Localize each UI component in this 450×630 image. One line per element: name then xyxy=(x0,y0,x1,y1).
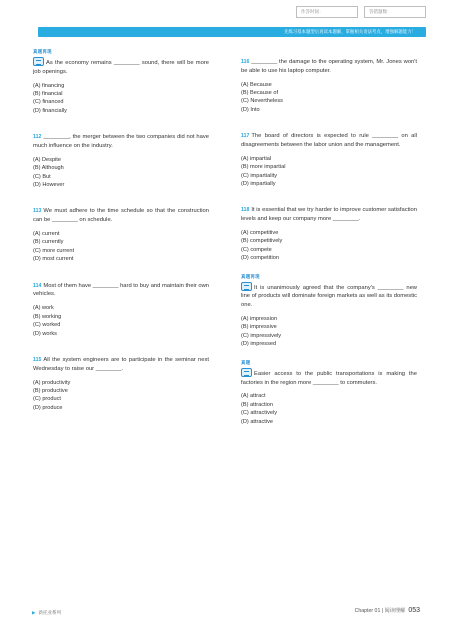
real-exam-tag: 真题再现 xyxy=(33,49,52,54)
option-c[interactable]: (C) compete xyxy=(241,246,272,253)
option-c[interactable]: (C) attractively xyxy=(241,410,278,417)
option-a[interactable]: (A) financing xyxy=(33,82,65,89)
question-number: 113 xyxy=(33,208,42,215)
wrong-count-box xyxy=(364,6,426,18)
option-d[interactable]: (D) produce xyxy=(33,404,63,411)
option-a[interactable]: (A) Despite xyxy=(33,156,61,163)
option-c[interactable]: (C) impartiality xyxy=(241,172,278,179)
option-b[interactable]: (B) productive xyxy=(33,387,68,394)
options-list xyxy=(33,82,209,116)
question-text: ________, the merger between the two companies did not have much influence on the industry. xyxy=(33,134,209,150)
options-list xyxy=(33,379,209,413)
footer-left-text: 新托业系列 xyxy=(38,610,61,615)
question-number: 118 xyxy=(241,207,250,214)
option-b[interactable]: (B) attraction xyxy=(241,401,274,408)
question-number: 115 xyxy=(33,356,42,363)
exam-question-icon xyxy=(241,282,252,291)
option-c[interactable]: (C) worked xyxy=(33,322,61,329)
question-116 xyxy=(241,58,417,114)
arrow-right-icon: ▶ xyxy=(32,610,36,615)
question-118 xyxy=(241,206,417,262)
right-column xyxy=(241,52,417,426)
option-c[interactable]: (C) more current xyxy=(33,247,75,254)
option-b[interactable]: (B) more impartial xyxy=(241,164,286,171)
option-c[interactable]: (C) product xyxy=(33,396,61,403)
option-d[interactable]: (D) competition xyxy=(241,255,279,262)
real-exam-tag: 真题再现 xyxy=(241,273,260,279)
question-text: The board of directors is expected to rule ________ on all disagreements between the labor union and the management. xyxy=(241,133,417,149)
question-number: 112 xyxy=(33,134,42,141)
question-113 xyxy=(33,207,209,263)
question-117 xyxy=(241,132,417,188)
answer-time-label: 作答时间： xyxy=(301,9,324,14)
question-text: We must adhere to the time schedule so that the construction can be ________ on schedule. xyxy=(33,208,209,224)
options-list xyxy=(241,81,417,115)
question-text: It is unanimously agreed that the company's ________ new line of products will dominate foreign markets as well as its domestic one. xyxy=(241,284,417,309)
options-list xyxy=(241,315,417,349)
option-a[interactable]: (A) work xyxy=(33,305,54,312)
option-b[interactable]: (B) currently xyxy=(33,239,64,246)
option-c[interactable]: (C) But xyxy=(33,173,51,180)
question-114 xyxy=(33,282,209,338)
option-a[interactable]: (A) competitive xyxy=(241,230,279,237)
option-b[interactable]: (B) Because of xyxy=(241,90,278,96)
option-d[interactable]: (D) most current xyxy=(33,256,74,263)
question-text: Most of them have ________ hard to buy and maintain their own vehicles. xyxy=(33,282,210,298)
real-exam-tag: 真题 xyxy=(241,359,251,365)
question-text: ________ the damage to the operating system, Mr. Jones won't be able to use his laptop computer. xyxy=(241,59,417,74)
option-a[interactable]: (A) impartial xyxy=(241,155,272,162)
option-d[interactable]: (D) impartially xyxy=(241,181,276,188)
exam-question-icon xyxy=(33,57,44,66)
option-d[interactable]: (D) However xyxy=(33,182,65,189)
options-list xyxy=(33,304,209,338)
question-119 xyxy=(241,273,417,349)
option-d[interactable]: (D) impressed xyxy=(241,341,277,348)
options-list xyxy=(241,392,417,426)
footer-left xyxy=(32,610,61,616)
question-number: 117 xyxy=(241,133,250,140)
question-text: As the economy remains ________ sound, there will be more job openings. xyxy=(33,60,209,75)
question-number: 114 xyxy=(33,282,42,289)
page-number: 053 xyxy=(408,607,420,614)
option-d[interactable]: (D) financially xyxy=(33,107,67,114)
option-c[interactable]: (C) Nevertheless xyxy=(241,98,283,105)
question-112 xyxy=(33,133,209,189)
option-a[interactable]: (A) attract xyxy=(241,393,266,400)
option-b[interactable]: (B) financial xyxy=(33,91,63,98)
exam-question-icon xyxy=(241,368,252,377)
question-number: 116 xyxy=(241,59,250,65)
wrong-count-label: 答错题数： xyxy=(369,9,392,14)
options-list xyxy=(33,230,209,264)
option-c[interactable]: (C) financed xyxy=(33,99,64,106)
option-b[interactable]: (B) working xyxy=(33,313,62,320)
option-a[interactable]: (A) Because xyxy=(241,81,272,88)
option-b[interactable]: (B) Although xyxy=(33,165,64,172)
options-list xyxy=(33,156,209,190)
options-list xyxy=(241,229,417,263)
option-b[interactable]: (B) impressive xyxy=(241,324,277,331)
option-b[interactable]: (B) competitively xyxy=(241,238,283,245)
option-d[interactable]: (D) attractive xyxy=(241,418,274,425)
question-120 xyxy=(241,359,417,426)
option-a[interactable]: (A) impression xyxy=(241,316,278,323)
banner-text: 先练习基本题型后再读本题解，掌握相关语法考点，增强解题能力！ xyxy=(284,29,416,34)
option-d[interactable]: (D) works xyxy=(33,330,57,337)
left-column xyxy=(33,49,210,412)
option-a[interactable]: (A) current xyxy=(33,231,60,238)
chapter-label: Chapter 01 | 阅读理解 xyxy=(354,608,406,614)
question-115 xyxy=(33,356,209,412)
options-list xyxy=(241,155,417,189)
question-text: Easier access to the public transportations is making the factories in the region more ________ to commuters. xyxy=(241,370,417,386)
option-c[interactable]: (C) impressively xyxy=(241,332,282,339)
option-a[interactable]: (A) productivity xyxy=(33,379,71,386)
instruction-banner xyxy=(38,27,426,37)
footer-right xyxy=(355,607,420,614)
answer-time-box xyxy=(296,6,358,18)
question-text: All the system engineers are to participate in the seminar next Wednesday to raise our ________. xyxy=(33,356,209,372)
question-text: It is essential that we try harder to improve customer satisfaction levels and keep our company more ________. xyxy=(241,207,417,223)
option-d[interactable]: (D) Into xyxy=(241,106,260,113)
question-111 xyxy=(33,49,209,115)
